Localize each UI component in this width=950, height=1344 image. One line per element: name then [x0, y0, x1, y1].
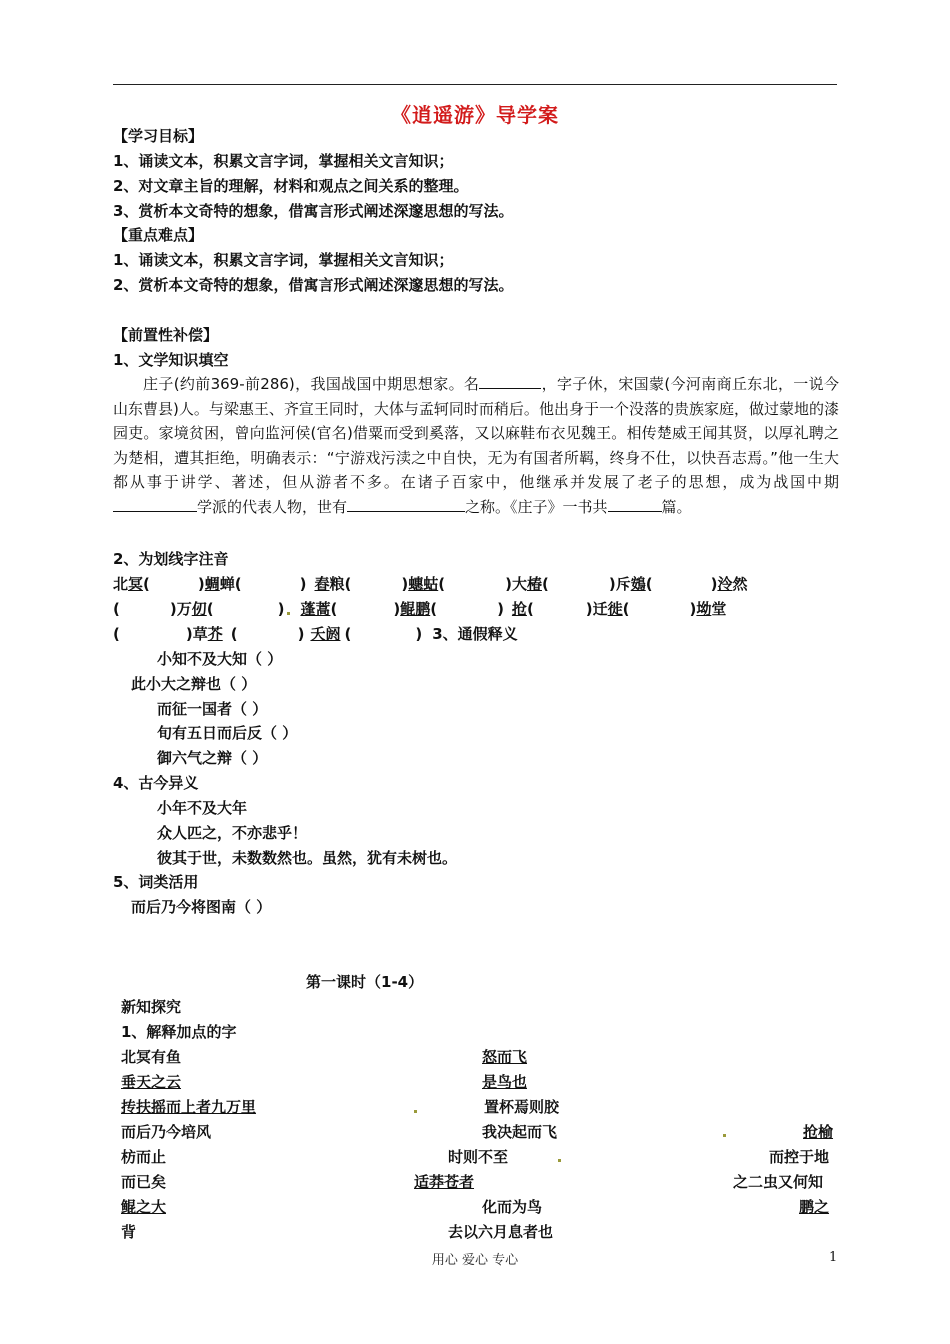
emphasis-dot [287, 612, 290, 615]
section-2-heading: 2、为划线字注音 [113, 550, 229, 568]
gloss-b: 时则不至 [448, 1148, 509, 1166]
section-4-heading: 4、古今异义 [113, 774, 199, 792]
count-blank[interactable] [608, 497, 662, 512]
huoyong-item: 而后乃今将图南（ ） [131, 898, 272, 916]
header-rule [113, 84, 837, 85]
gloss-a: 抟扶摇而上者九万里 [121, 1098, 257, 1116]
tongjia-item: 旬有五日而后反（ ） [157, 724, 298, 742]
gloss-a: 而已矣 [121, 1173, 167, 1191]
gujin-item: 彼其于世，未数数然也。虽然，犹有未树也。 [157, 849, 458, 867]
section-5-heading: 5、词类活用 [113, 873, 199, 891]
gloss-a: 鲲之大 [121, 1198, 167, 1216]
pinyin-row-2: ( )万仞( ) 蓬蒿( )鲲鹏( ) 抢( )迁徙( )坳堂 [113, 600, 727, 618]
gloss-b: 去以六月息者也 [448, 1223, 554, 1241]
lesson-title: 第一课时（1-4） [306, 973, 424, 991]
emphasis-dot [414, 1110, 417, 1113]
gloss-a: 而后乃今培风 [121, 1123, 212, 1141]
gloss-c: 而控于地 [769, 1148, 830, 1166]
tongjia-item: 御六气之辩（ ） [157, 749, 268, 767]
tongjia-item: 而征一国者（ ） [157, 700, 268, 718]
gloss-b: 怒而飞 [482, 1048, 528, 1066]
name-blank[interactable] [479, 374, 541, 389]
lesson-subheading: 新知探究 [121, 998, 182, 1016]
gloss-b: 化而为鸟 [482, 1198, 543, 1216]
author-paragraph: 庄子(约前369-前286)，我国战国中期思想家。名 ，字子休，宋国蒙(今河南商丘东北，一说今山东曹县)人。与梁惠王、齐宣王同时，大体与孟轲同时而稍后。他出身于一个没落的贵族家庭，做过蒙地的漆园吏。家境贫困，曾向监河侯(官名)借粟而受到奚落，又以麻鞋布衣见魏王。相传楚威王闻其贤，以厚礼聘之为楚相，遭其拒绝，明确表示：“宁游戏污渎之中自快，无为有国者所羁，终身不仕，以快吾志焉。”他一生大都从事于讲学、著述，但从游者不多。在诸子百家中，他继承并发展了老子的思想，成为战国中期学派的代表人物，世有 之称。《庄子》一书共 篇。 [113, 375, 839, 516]
gloss-c: 之二虫又何知 [733, 1173, 824, 1191]
key-item: 1、诵读文本，积累文言字词，掌握相关文言知识； [113, 251, 454, 269]
gujin-item: 众人匹之，不亦悲乎！ [157, 824, 308, 842]
goal-item: 1、诵读文本，积累文言字词，掌握相关文言知识； [113, 152, 454, 170]
school-blank[interactable] [113, 497, 197, 512]
page-number: 1 [829, 1250, 838, 1265]
gloss-a: 枋而止 [121, 1148, 167, 1166]
pinyin-row-3: ( )草芥 ( ) 夭阏 ( ) 3、通假释义 [113, 625, 518, 643]
gloss-a: 北冥有鱼 [121, 1048, 182, 1066]
footer-motto: 用心 爱心 专心 [431, 1253, 519, 1268]
gloss-a: 背 [121, 1223, 137, 1241]
pinyin-row-1: 北冥( )蜩蝉( ) 舂粮( )蟪蛄( )大椿( )斥鴳( )泠然 [113, 575, 748, 593]
goals-heading: 【学习目标】 [113, 127, 204, 145]
key-heading: 【重点难点】 [113, 226, 204, 244]
document-title: 《逍遥游》导学案 [391, 103, 559, 127]
gloss-a: 垂天之云 [121, 1073, 182, 1091]
gloss-b: 是鸟也 [482, 1073, 528, 1091]
pre-heading: 【前置性补偿】 [113, 326, 219, 344]
key-item: 2、赏析本文奇特的想象，借寓言形式阐述深邃思想的写法。 [113, 276, 514, 294]
lesson-section-1: 1、解释加点的字 [121, 1023, 237, 1041]
section-1-heading: 1、文学知识填空 [113, 351, 229, 369]
gloss-c: 鹏之 [799, 1198, 830, 1216]
tongjia-item: 此小大之辩也（ ） [131, 675, 257, 693]
gujin-item: 小年不及大年 [157, 799, 248, 817]
goal-item: 3、赏析本文奇特的想象，借寓言形式阐述深邃思想的写法。 [113, 202, 514, 220]
goal-item: 2、对文章主旨的理解，材料和观点之间关系的整理。 [113, 177, 469, 195]
gloss-b: 我决起而飞 [482, 1123, 558, 1141]
gloss-b: 置杯焉则胶 [484, 1098, 560, 1116]
title-blank[interactable] [347, 497, 465, 512]
emphasis-dot [558, 1159, 561, 1162]
gloss-b: 适莽苍者 [414, 1173, 475, 1191]
tongjia-item: 小知不及大知（ ） [157, 650, 283, 668]
gloss-c: 抢榆 [803, 1123, 834, 1141]
emphasis-dot [723, 1134, 726, 1137]
